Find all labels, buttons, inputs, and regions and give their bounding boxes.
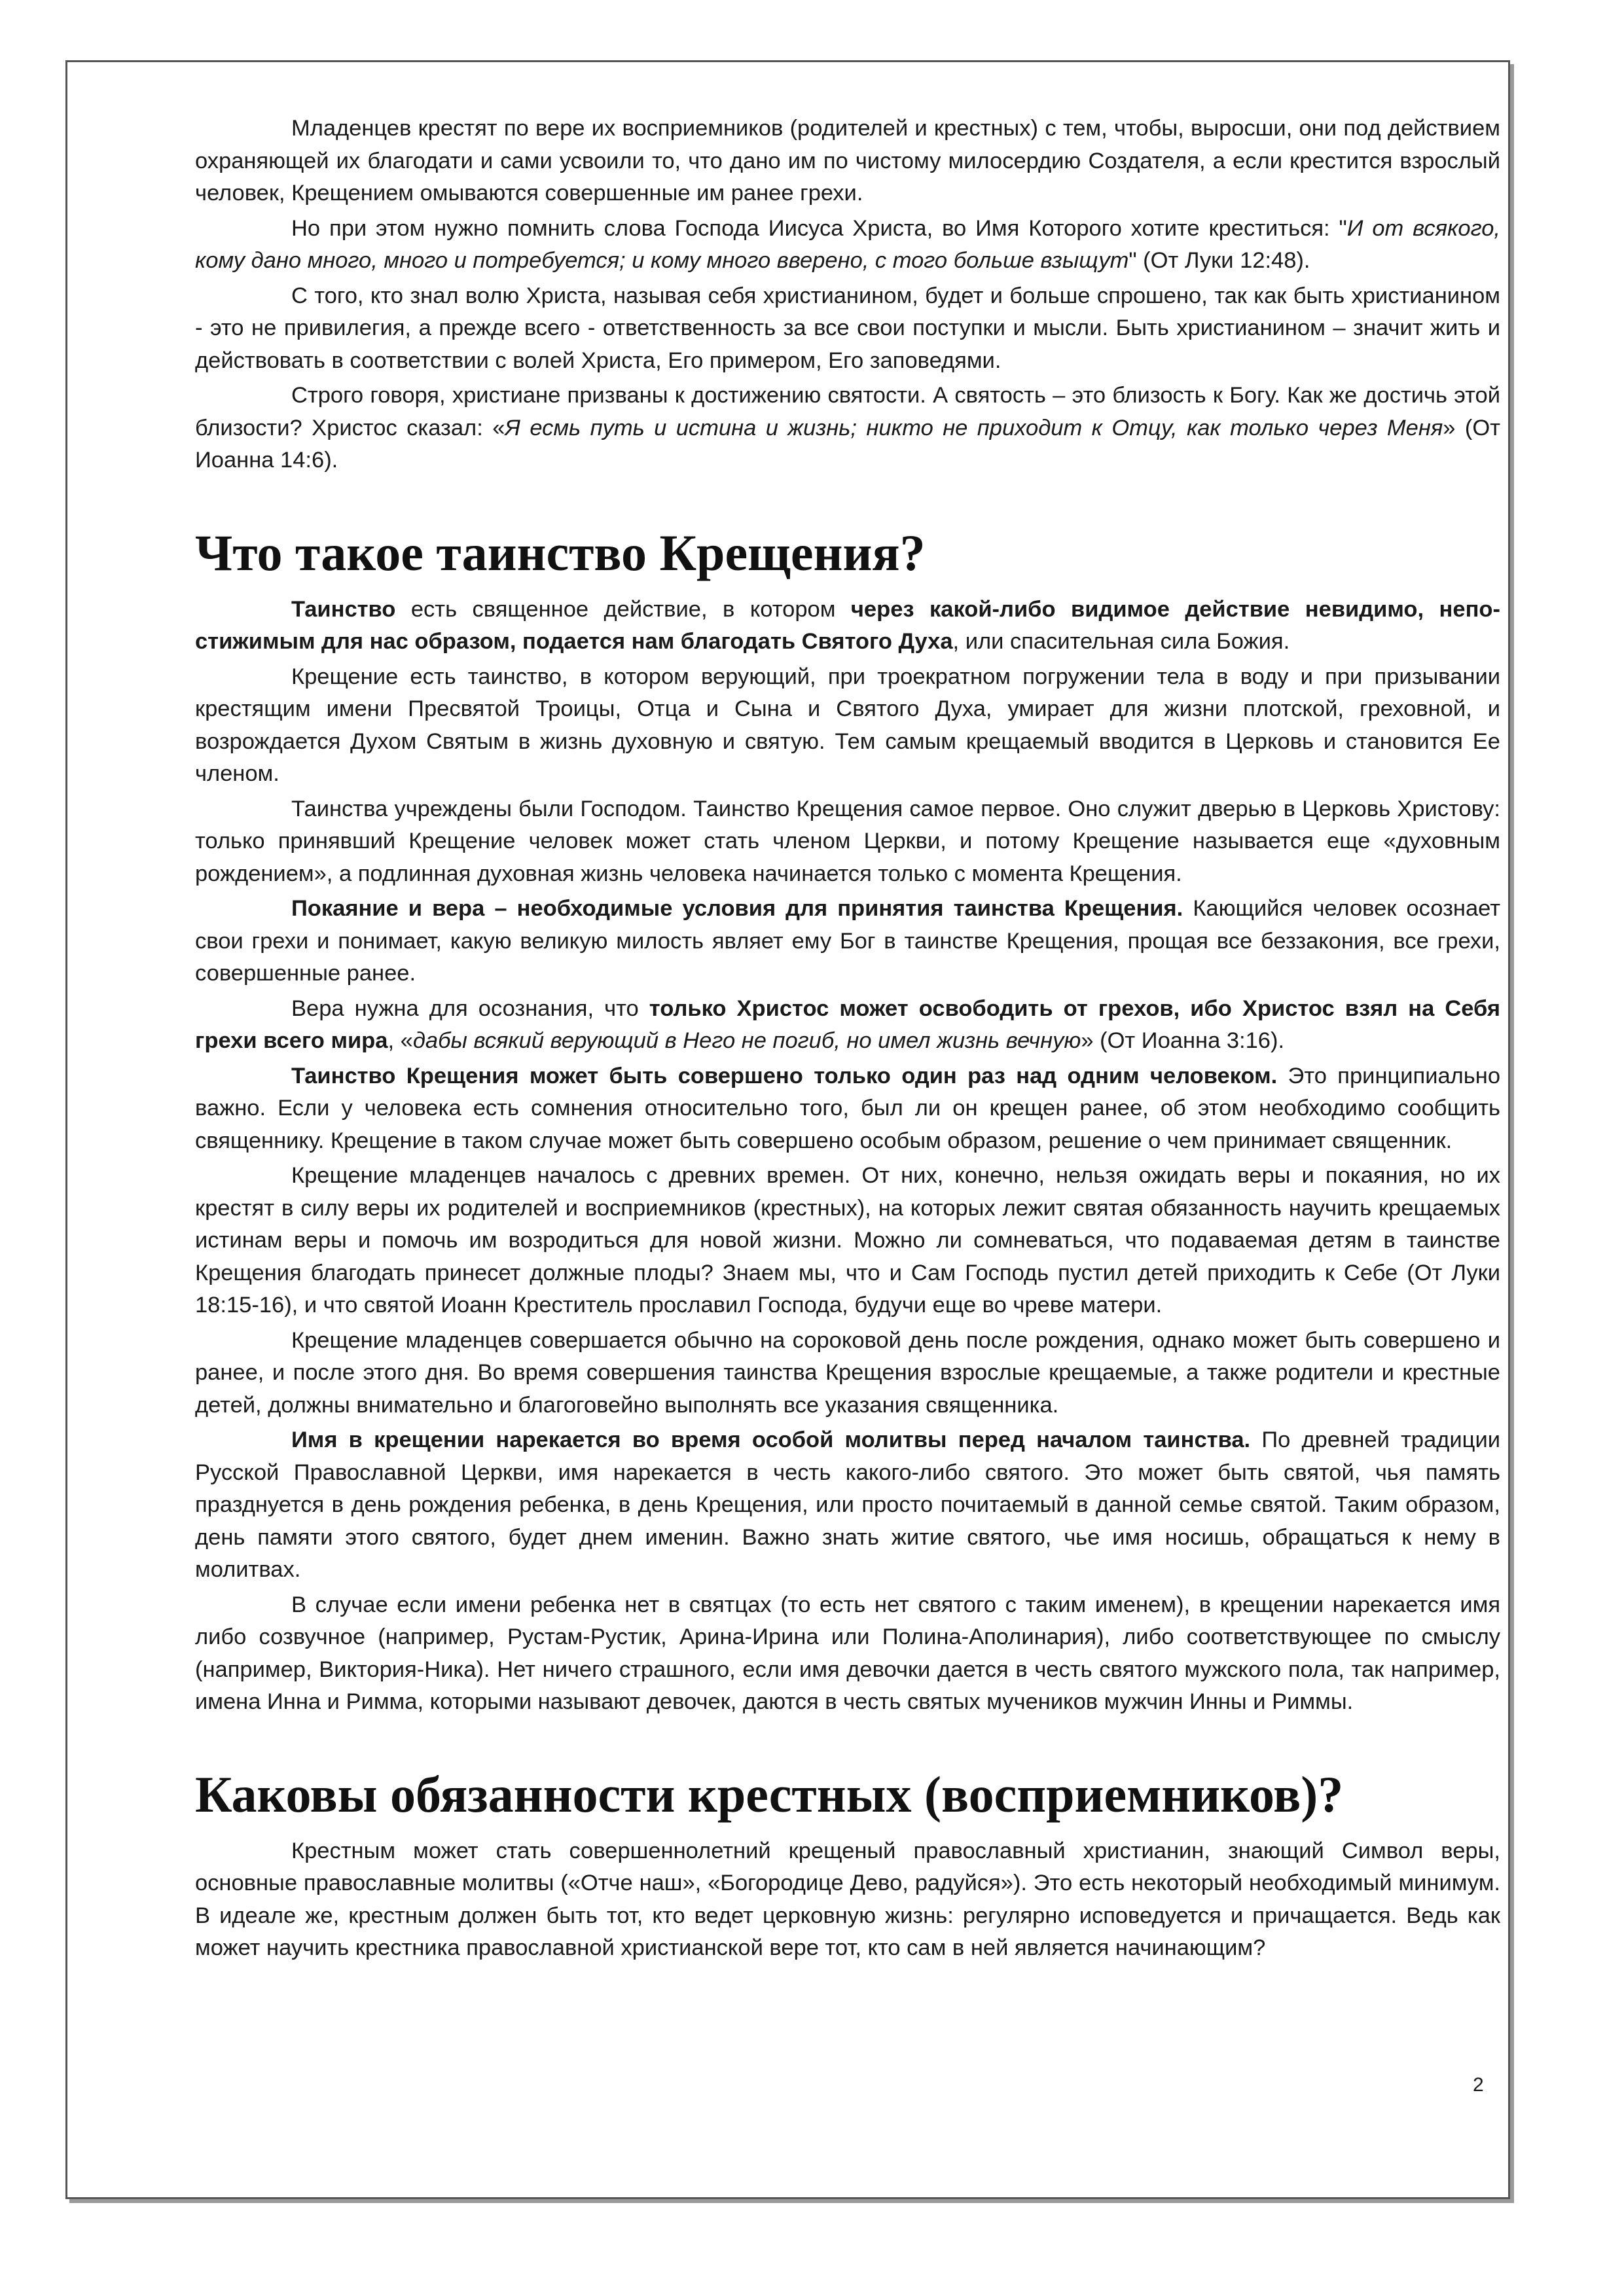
paragraph — [195, 1835, 1500, 1965]
italic-quote: дабы всякий верующий в Него не погиб, но имел жизнь вечную — [412, 1028, 1081, 1053]
paragraph — [195, 1325, 1500, 1422]
bold-text: только Христос может освободить от грехов, ибо Христос взял на Себя грехи всего мира — [195, 996, 1500, 1053]
text-run: Кающийся человек осознает свои грехи и понимает, какую великую милость являет ему Бог в таинстве Крещения, прощая все беззакония, все грехи, совершенные ранее. — [195, 896, 1500, 986]
paragraph — [195, 893, 1500, 990]
paragraph — [195, 1160, 1500, 1322]
section-godparents — [195, 1835, 1500, 1965]
text-run: Младенцев крестят по вере их восприемников (родителей и крестных) с тем, чтобы, выросши, они под действием охраняющей их благодати и сами усвоили то, что дано им по чистому милосердию Создателя, а если крестится взрослый человек, Крещением омываются совершенные им ранее грехи. — [195, 116, 1500, 206]
page-number: 2 — [1473, 2074, 1484, 2096]
bold-text: Таинство — [291, 596, 396, 622]
text-run: Вера нужна для осознания, что — [291, 996, 649, 1021]
text-run: , или спасительная сила Божия. — [952, 629, 1290, 654]
paragraph — [195, 113, 1500, 210]
section-baptism — [195, 594, 1500, 1719]
text-run: Это принципиально важно. Если у человека есть сомнения относительно того, был ли он крещен ранее, об этом необходимо сообщить священнику. Крещение в таком случае может быть совершено особым образом, решение о чем принимает священник. — [195, 1063, 1501, 1153]
paragraph — [195, 1589, 1500, 1719]
text-run: Крестным может стать совершеннолетний крещеный православный христианин, знающий Символ веры, основные православные молитвы («Отче наш», «Богородице Дево, радуйся»). Это есть некоторый необходимый минимум. В идеале же, крестным должен быть тот, кто ведет церковную жизнь: регулярно исповедуется и причащается. Ведь как может научить крестника православной христианской вере тот, кто сам в ней является начинающим? — [195, 1838, 1500, 1960]
text-run: Таинства учреждены были Господом. Таинство Крещения самое первое. Оно служит дверью в Церковь Христову: только принявший Крещение человек может стать членом Церкви, и потому Крещение называется еще «духовным рождением», а подлинная духовная жизнь человека начинается только с момента Крещения. — [195, 796, 1500, 886]
text-run: Крещение младенцев совершается обычно на сороковой день после рождения, однако может быть совершено и ранее, и после этого дня. Во время совершения таинства Крещения взрослые крещаемые, а также родители и крестные детей, должны внимательно и благоговейно выполнять все указания священника. — [195, 1327, 1500, 1418]
text-run: В случае если имени ребенка нет в святцах (то есть нет святого с таким именем), в крещении нарекается имя либо созвучное (например, Рустам-Рустик, Арина-Ирина или Полина-Аполинария), либо соответствующее по смыслу (например, Виктория-Ника). Нет ничего страшного, если имя девочки дается в честь святого мужского пола, так например, имена Инна и Римма, которыми называют девочек, даются в честь святых мучеников мужчин Инны и Риммы. — [195, 1592, 1500, 1714]
section-heading-baptism: Что такое таинство Крещения? — [195, 524, 926, 581]
text-run: " (От Луки 12:48). — [1128, 248, 1310, 273]
document-body — [195, 113, 1500, 1967]
bold-text: Имя в крещении нарекается во время особой молитвы перед началом таинства. — [291, 1427, 1251, 1452]
text-run: » (От Иоанна 14:6). — [195, 415, 1500, 473]
bold-text: Покаяние и вера – необходимые условия для принятия таинства Крещения. — [291, 896, 1183, 921]
text-run: , « — [388, 1028, 413, 1053]
paragraph — [195, 793, 1500, 891]
text-run: » (От Иоанна 3:16). — [1081, 1028, 1285, 1053]
text-run: С того, кто знал волю Христа, называя себя христианином, будет и больше спрошено, так как быть христианином - это не привилегия, а прежде всего - ответственность за все свои поступки и мысли. Быть христианином – значит жить и действовать в соответствии с волей Христа, Его примером, Его заповедями. — [195, 283, 1500, 373]
paragraph — [195, 213, 1500, 278]
text-run: Крещение младенцев началось с древних времен. От них, конечно, нельзя ожидать веры и покаяния, но их крестят в силу веры их родителей и восприемников (крестных), на которых лежит святая обязанность научить крещаемых истинам веры и помочь им возродиться для новой жизни. Можно ли сомневаться, что подаваемая детям в таинстве Крещения благодать принесет должные плоды? Знаем мы, что и Сам Господь пустил детей приходить к Себе (От Луки 18:15-16), и что святой Иоанн Креститель прославил Господа, будучи еще во чреве матери. — [195, 1163, 1500, 1318]
text-run: По древней традиции Русской Православной Церкви, имя нарекается в честь какого-либо святого. Это может быть святой, чья память празднуется в день рождения ребенка, в день Крещения, или просто почитаемый в данной семье святой. Таким образом, день памяти этого святого, будет днем именин. Важно знать житие святого, чье имя носишь, обращаться к нему в молитвах. — [195, 1427, 1500, 1582]
paragraph — [195, 1060, 1500, 1158]
paragraph — [195, 661, 1500, 791]
bold-text: Таинство Крещения может быть совершено только один раз над одним человеком. — [291, 1063, 1278, 1088]
text-run: есть священное действие, в котором — [395, 596, 851, 622]
italic-quote: Я есмь путь и истина и жизнь; никто не приходит к Отцу, как только через Меня — [505, 415, 1443, 440]
italic-quote: И от всякого, кому дано много, много и потребуется; и кому много вверено, с того больше взыщут — [195, 215, 1500, 273]
bold-text: через какой-либо видимое действие невидимо, непостижимым для нас образом, подается нам благодать Святого Духа — [195, 596, 1500, 654]
text-run: Крещение есть таинство, в котором верующий, при троекратном погружении тела в воду и при призывании крестящим имени Пресвятой Троицы, Отца и Сына и Святого Духа, умирает для жизни плотской, греховной, и возрождается Духом Святым в жизнь духовную и святую. Тем самым крещаемый вводится в Церковь и становится Ее членом. — [195, 664, 1500, 786]
intro-section — [195, 113, 1500, 477]
paragraph — [195, 594, 1500, 658]
text-run: Но при этом нужно помнить слова Господа Иисуса Христа, во Имя Которого хотите креститься: " — [291, 215, 1347, 241]
paragraph — [195, 1424, 1500, 1587]
paragraph — [195, 993, 1500, 1058]
section-heading-godparents: Каковы обязанности крестных (восприемников)? — [195, 1765, 1344, 1823]
paragraph — [195, 380, 1500, 477]
paragraph — [195, 280, 1500, 378]
text-run: Строго говоря, христиане призваны к достижению святости. А святость – это близость к Богу. Как же достичь этой близости? Христос сказал: « — [195, 383, 1500, 440]
